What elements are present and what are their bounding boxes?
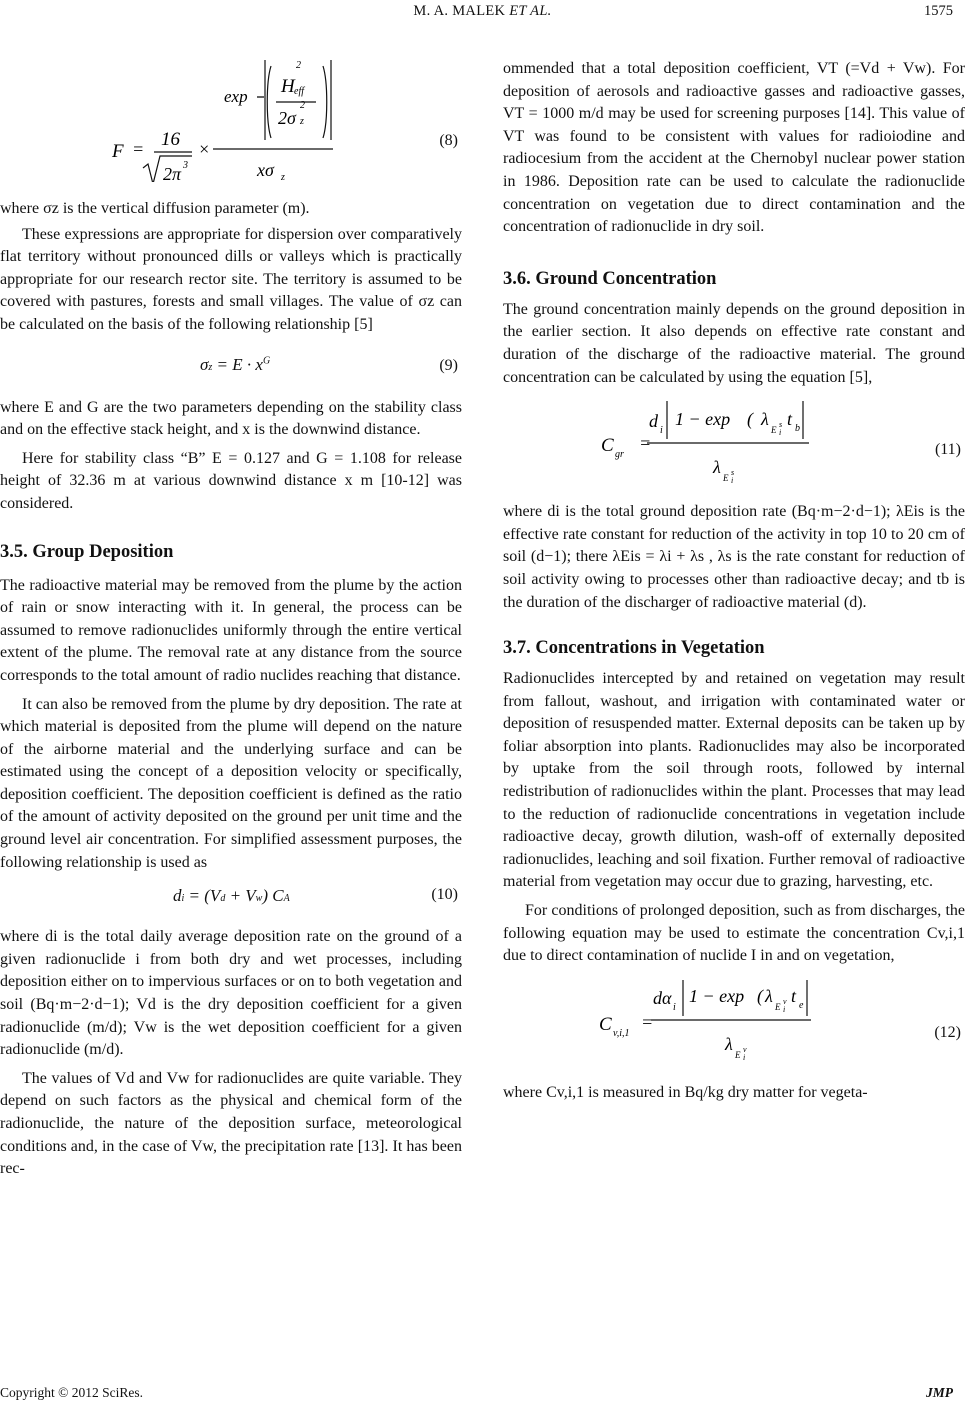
svg-text:λ: λ [765,985,773,1006]
svg-text:×: × [198,139,211,159]
svg-text:t: t [787,409,793,430]
paragraph-where-di: where di is the total daily average deposition rate on the ground of a given radionuclide i from both dry and wet processes, including deposition either on to impervious surfaces or on to both vegetation and soil (Bq·m−2·d−1); Vd is the dry deposition coefficient for a given radionuclide (m/d); Vw is the wet deposition coefficient for a given radionuclide (m/d). [0,928,462,1059]
svg-text:3: 3 [183,160,188,171]
svg-text:(: ( [757,985,763,1006]
equation-9: $\sigma z = E \cdot x^G$ (9) [200,354,458,374]
paragraph-values: The values of Vd and Vw for radionuclides are quite variable. They depend on such factors as the physical and chemical form of the radionuclide, the nature of the deposition surface, meteorological conditions and, in the case of Vw, the precipitation rate [13]. It has been rec- [0,1069,462,1178]
equation-11-graphic [503,389,965,497]
svg-text:λ: λ [713,457,721,478]
equation-11 [503,389,965,497]
heading-3-7: 3.7. Concentrations in Vegetation [503,638,765,659]
svg-text:(: ( [747,409,753,430]
heading-3-5: 3.5. Group Deposition [0,541,174,562]
svg-text:λ: λ [761,409,769,430]
svg-text:i: i [779,428,782,438]
paragraph-stability: Here for stability class “B” E = 0.127 and G = 1.108 for release height of 32.36 m at various downwind distance x m [10-12] was considered. [0,449,462,512]
svg-text:v: v [783,996,787,1006]
page-number: 1575 [924,3,953,19]
svg-text:i: i [660,425,663,437]
paragraph-where-di-ground: where di is the total ground deposition rate (Bq·m−2·d−1); λEis is the effective rate constant for reduction of the activity in top 10 to 20 cm of soil (d−1); there λEis = λi + λs , λs is the rate constant for reduction of soil activity owing to processes other than radioactive decay; and tb is the duration of the discharger of radioactive material (d). [503,503,965,611]
svg-text:i: i [673,1001,676,1013]
running-authors: M. A. MALEK ET AL. [413,3,552,19]
paragraph-recommended: ommended that a total deposition coefficient, VT (=Vd + Vw). For deposition of aerosols and radioactive gasses and radioactive gasses, VT = 1000 m/d may be used for screening purposes [14]. This value of VT was found to be consistent with values for radioiodine and radiocesium from the accident at the Chernobyl nuclear power station in 1986. Deposition rate can be used to calculate the radionuclide concentration on vegetation due to direct contamination and the concentration of radionuclide in dry soil. [503,60,965,236]
svg-text:t: t [791,985,797,1006]
svg-text:s: s [779,420,783,430]
svg-text:=: = [639,433,652,454]
svg-text:v,i,1: v,i,1 [613,1027,630,1039]
svg-text:v: v [743,1044,747,1054]
svg-text:1 − exp: 1 − exp [689,985,745,1006]
svg-text:i: i [743,1052,746,1062]
right-column [503,58,965,1104]
svg-text:=: = [641,1011,654,1032]
svg-text:z: z [300,116,304,127]
svg-text:E: E [735,1049,741,1060]
paragraph-radionuclides: Radionuclides intercepted by and retained on vegetation may result from fallout, washout, and irrigation with contaminated water or deposition of resuspended matter. External deposits can be taken up by foliar absorption into plants. Radionuclides may also be incorporated by uptake from the soil through roots, followed by internal redistribution of radionuclides within the plant. Processes that may lead to the reduction of radionuclide concentrations in vegetation include radioactive decay, growth dilution, wash-off of externally deposited radionuclides, leaching and soil fixation. Further removal of radioactive material from vegetation may occur due to grazing, harvesting, etc. [503,670,965,891]
paragraph-where-eg: where E and G are the two parameters depending on the stability class and on the effective stack height, and x is the downwind distance. [0,398,462,439]
equation-8 [0,52,462,182]
svg-text:C: C [599,1013,612,1035]
svg-text:2σ: 2σ [278,108,296,128]
svg-text:C: C [601,435,614,457]
equation-8-number: (8) [439,132,458,149]
svg-text:eff: eff [294,86,304,97]
left-column [0,52,462,1181]
equation-12-graphic [503,968,965,1072]
svg-text:e: e [799,999,804,1011]
page-header [0,0,965,30]
paragraph-where-cv: where Cv,i,1 is measured in Bq/kg dry matter for vegeta- [503,1083,868,1101]
svg-text:gr: gr [615,449,624,461]
equation-8-graphic [0,52,462,182]
paragraph-ground: The ground concentration mainly depends on the ground deposition in the earlier section. It also depends on effective rate constant and duration of the discharge of the radioactive material. The ground concentration can be calculated by using the equation [5], [503,300,965,386]
svg-text:1 − exp: 1 − exp [675,409,731,430]
equation-11-number: (11) [934,441,961,459]
paragraph-dry: It can also be removed from the plume by dry deposition. The rate at which material is deposited from the plume will depend on the nature of the airborne material and the underlying surface and can be estimated using the concept of a deposition velocity or specifically, deposition coefficient. The deposition coefficient is defined as the ratio of the amount of activity deposited on the ground per unit time and the ground level air concentration. For simplified assessment purposes, the following relationship is used as [0,695,462,871]
paragraph-where-sigma: where σz is the vertical diffusion parameter (m). [0,200,310,217]
equation-9-number: (9) [439,356,458,374]
copyright: Copyright © 2012 SciRes. [0,1385,144,1400]
equation-12 [503,968,965,1072]
paragraph-prolonged: For conditions of prolonged deposition, such as from discharges, the following equation may be used to estimate the concentration Cv,i,1 due to direct contamination of nuclide I in and on vegetation, [503,902,965,965]
svg-text:b: b [795,423,800,435]
svg-text:λ: λ [725,1033,733,1054]
svg-text:E: E [771,425,777,436]
heading-3-6: 3.6. Ground Concentration [503,268,717,289]
svg-text:i: i [783,1004,786,1014]
svg-text:s: s [731,468,735,478]
svg-text:F: F [112,141,124,162]
journal-abbrev: JMP [926,1385,953,1400]
equation-10-number: (10) [431,886,458,904]
equation-10: di = (Vd + Vw) CA (10) [173,886,458,906]
svg-text:E: E [723,473,729,484]
paragraph-removed: The radioactive material may be removed from the plume by the action of rain or snow interacting with it. In general, the process can be assumed to remove radionuclides uniformly through the entire vertical extent of the plume. The removal rate at any distance from the source corresponds to the total amount of radio nuclides reaching that distance. [0,576,462,684]
svg-text:exp: exp [224,87,248,106]
svg-text:d: d [649,411,658,432]
svg-text:E: E [775,1001,781,1012]
svg-text:2: 2 [296,60,301,71]
equation-12-number: (12) [934,1023,961,1041]
svg-text:i: i [731,476,734,486]
svg-text:dα: dα [653,987,672,1008]
svg-text:z: z [281,172,285,182]
svg-text:2π: 2π [163,164,182,182]
svg-text:16: 16 [161,129,180,150]
svg-text:=: = [132,139,145,159]
svg-text:xσ: xσ [257,160,274,180]
svg-text:H: H [281,76,295,97]
svg-text:2: 2 [300,100,305,111]
paragraph-expressions: These expressions are appropriate for dispersion over comparatively flat territory without pronounced dills or valleys which is practically appropriate for our research rector site. The territory is assumed to be covered with pastures, forests and small villages. The value of σz can be calculated on the basis of the following relationship [5] [0,225,462,333]
